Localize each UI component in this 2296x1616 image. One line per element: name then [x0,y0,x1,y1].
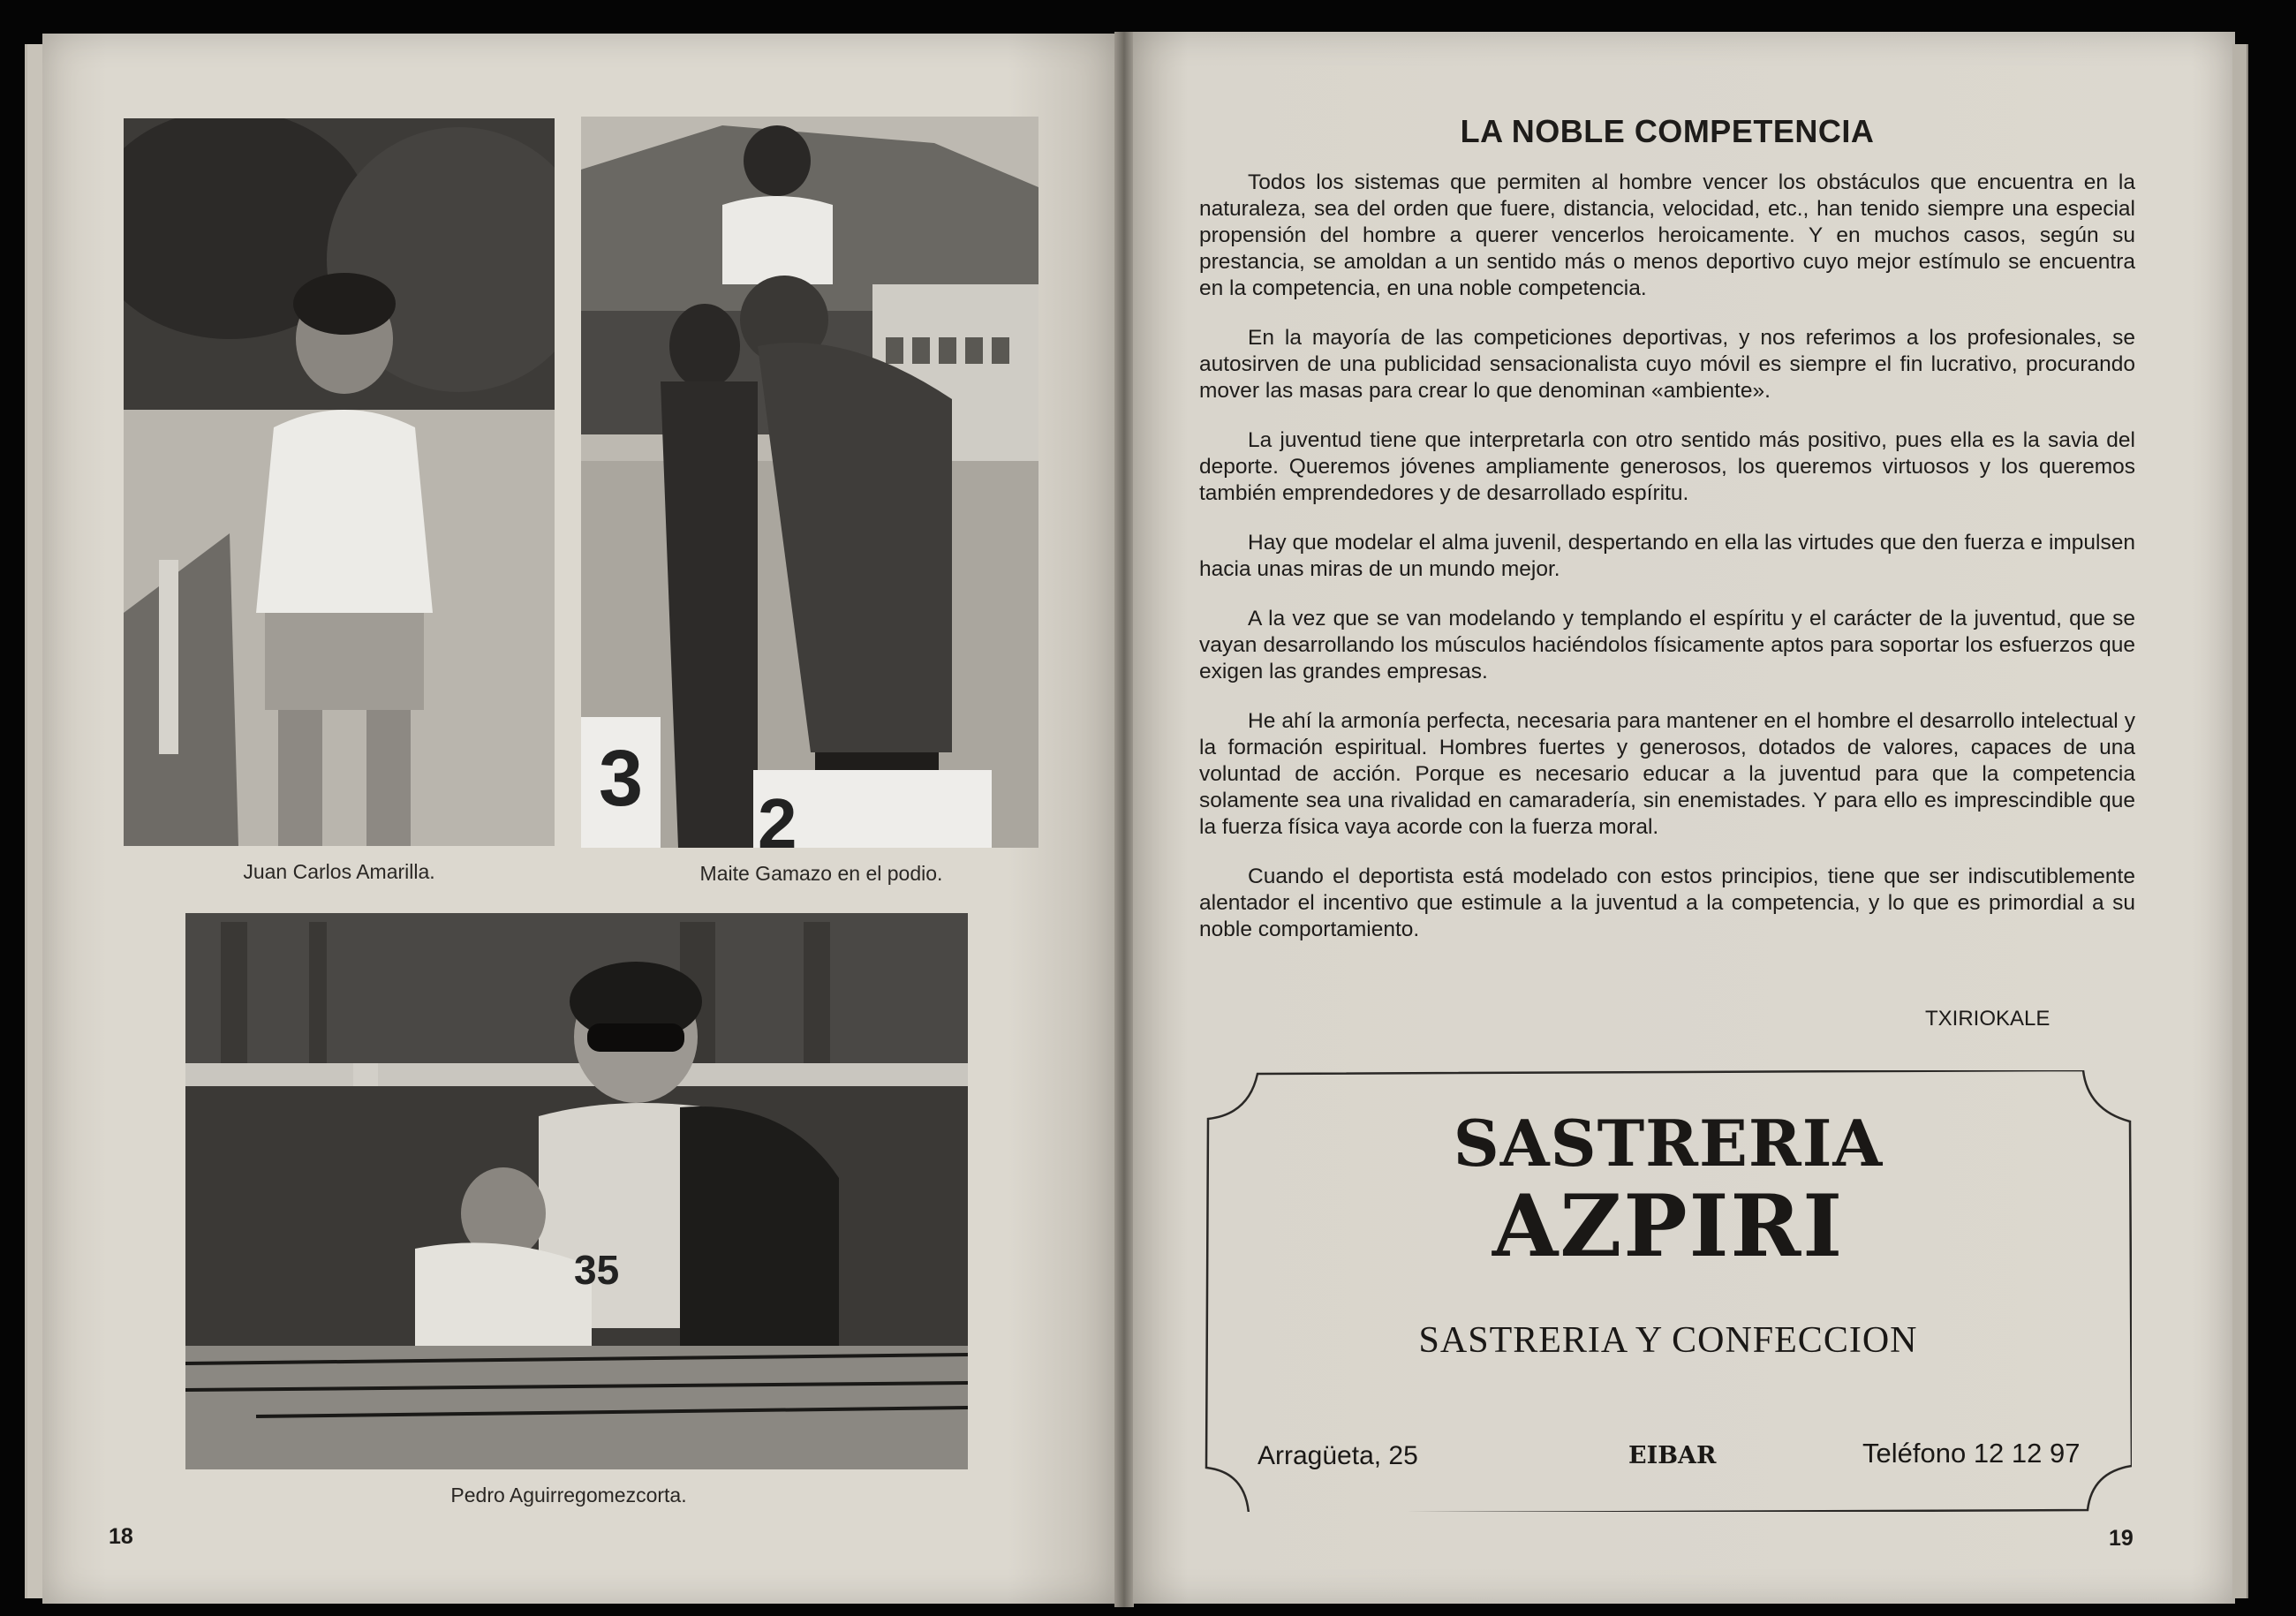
book-gutter [1114,32,1134,1607]
photo-caption: Maite Gamazo en el podio. [699,862,943,885]
ad-line-2: AZPIRI [1492,1176,1845,1276]
article-paragraph: Cuando el deportista está modelado con estos principios, tiene que ser indiscutiblemente alentador el incentivo que estimule a la juventud a la competencia, y lo que es primordial a su noble comportamiento. [1199,865,2135,941]
ad-line-1: SASTRERIA [1453,1106,1884,1181]
photo-juan-carlos [124,118,555,846]
svg-text:3: 3 [599,735,644,823]
ad-address: Arragüeta, 25 [1258,1441,1418,1470]
article-signature: TXIRIOKALE [1925,1007,2051,1031]
photo-caption: Pedro Aguirregomezcorta. [450,1484,687,1507]
article-title: LA NOBLE COMPETENCIA [1460,113,1875,149]
photo-pedro [185,913,968,1469]
svg-text:2: 2 [758,784,797,848]
ad-phone: Teléfono 12 12 97 [1862,1438,2081,1469]
svg-text:35: 35 [574,1247,620,1293]
photo-caption: Juan Carlos Amarilla. [243,860,435,883]
page-number: 19 [2109,1526,2134,1551]
article-paragraph: Todos los sistemas que permiten al hombre vencer los obstáculos que encuentra en la naturaleza, sea del orden que fuere, distancia, velocidad, etc., han tenido siempre una especial propensión del hombre a querer vencerlos heroicamente. Y en muchos casos, según su prestancia, se amoldan a un sentido más o menos deportivo cuyo mejor estímulo se encuentra en la competencia, en una noble competencia. [1199,170,2135,300]
article-paragraph: He ahí la armonía perfecta, necesaria para mantener en el hombre el desarrollo intelectual y la formación espiritual. Hombres fuertes y generosos, dotados de valores, capaces de una voluntad de acción. Porque es necesario educar a la juventud para que la competencia solamente sea una rivalidad en camaradería, sin enemistades. Y para ello es imprescindible que la fuerza física vaya acorde con la fuerza moral. [1199,709,2135,839]
article-paragraph: En la mayoría de las competiciones deportivas, y nos referimos a los profesionales, se autosirven de una publicidad sensacionalista cuyo móvil es siempre el fin lucrativo, procurando mover las masas para crear lo que denominan «ambiente». [1199,326,2135,403]
page-edges-right [2232,44,2248,1598]
article [1199,113,2135,943]
article-paragraph: La juventud tiene que interpretarla con otro sentido más positivo, pues ella es la savia del deporte. Queremos jóvenes ampliamente generosos, los queremos virtuosos y los queremos también emprendedores y de desarrollado espíritu. [1199,428,2135,505]
page-number: 18 [109,1524,133,1549]
ad-line-3: SASTRERIA Y CONFECCION [1418,1320,1918,1361]
article-paragraph: Hay que modelar el alma juvenil, despertando en ella las virtudes que den fuerza e impulsen hacia unas miras de un mundo mejor. [1199,531,2135,581]
article-paragraph: A la vez que se van modelando y templando el espíritu y el carácter de la juventud, que se vayan desarrollando los músculos haciéndolos físicamente aptos para soportar los esfuerzos que exigen las grandes empresas. [1199,607,2135,683]
advertisement-box [1205,1070,2132,1512]
photo-maite-podium [581,117,1038,848]
ad-city: EIBAR [1628,1442,1717,1469]
